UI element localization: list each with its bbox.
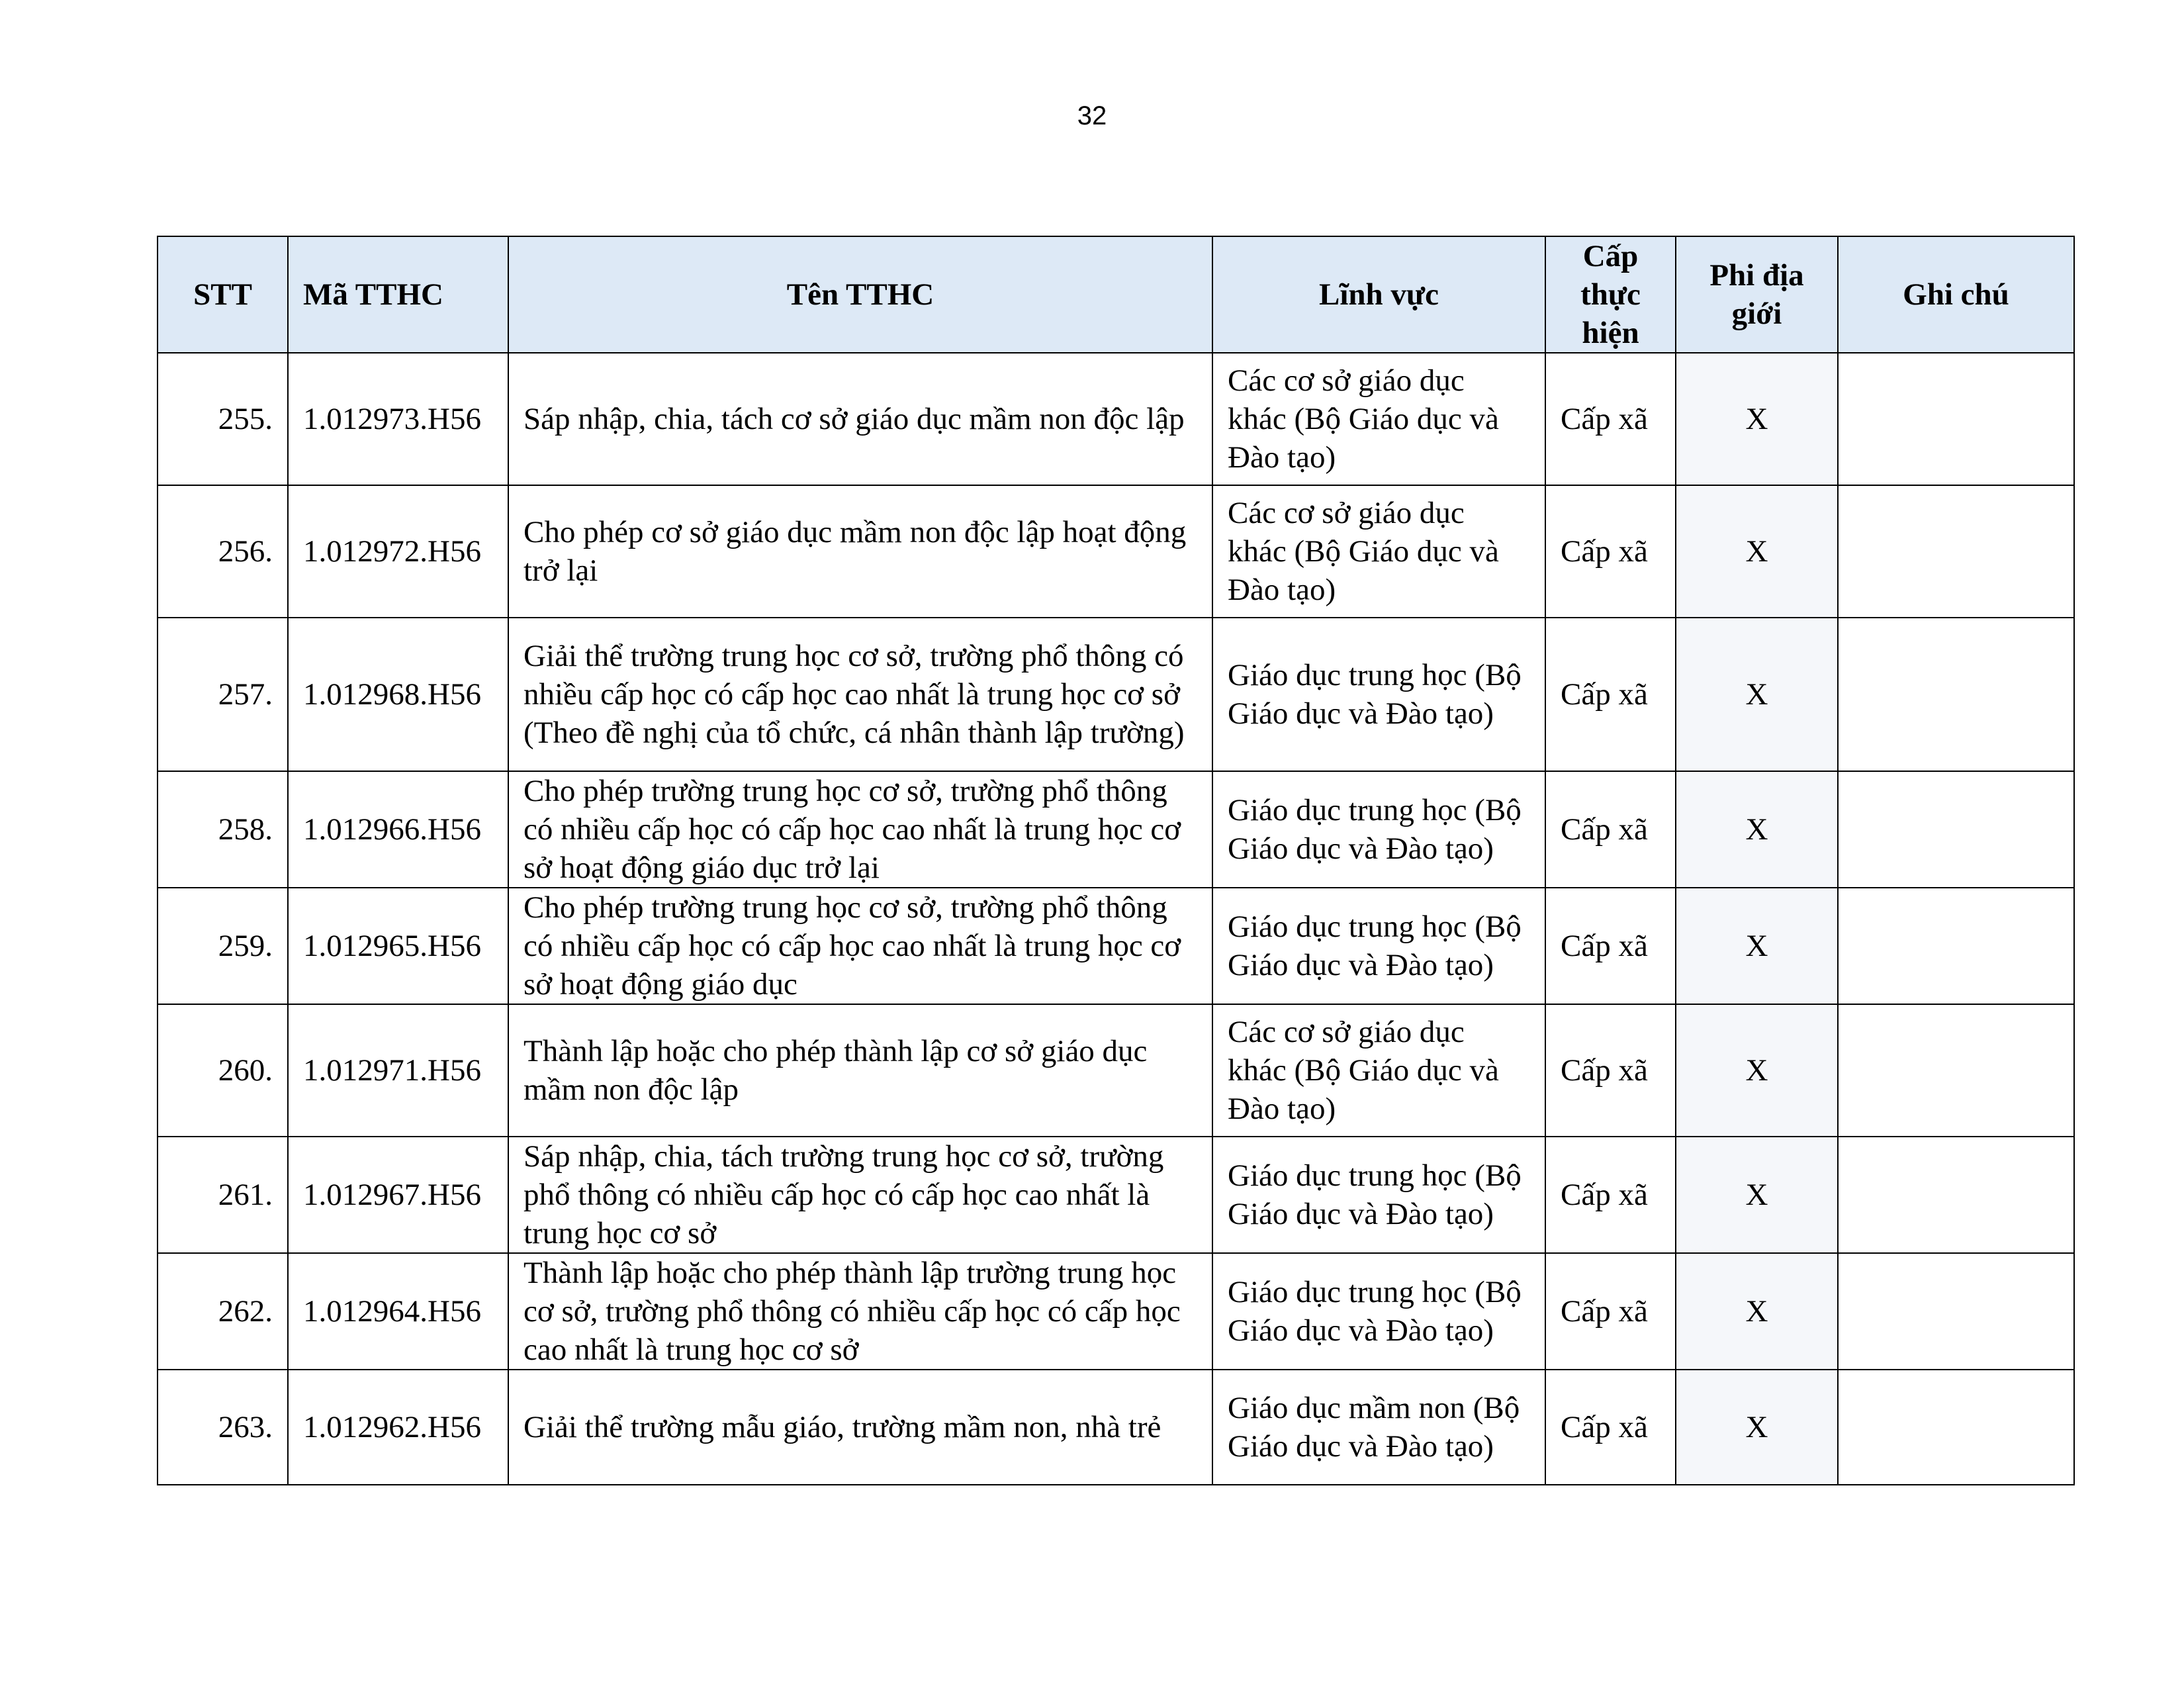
procedures-table [157,236,2075,1485]
cell-field: Các cơ sở giáo dục khác (Bộ Giáo dục và Đào tạo) [1212,353,1545,485]
table-row [158,1370,2074,1485]
cell-name: Sáp nhập, chia, tách trường trung học cơ sở, trường phổ thông có nhiều cấp học có cấp học cao nhất là trung học cơ sở [508,1137,1212,1253]
cell-name: Cho phép cơ sở giáo dục mầm non độc lập hoạt động trở lại [508,485,1212,618]
cell-note [1838,353,2074,485]
cell-phi-dia-gioi: X [1676,485,1838,618]
cell-phi-dia-gioi: X [1676,618,1838,771]
page-number: 32 [1077,101,1107,130]
cell-field: Giáo dục trung học (Bộ Giáo dục và Đào tạo) [1212,1137,1545,1253]
cell-code: 1.012967.H56 [288,1137,508,1253]
cell-level: Cấp xã [1545,1004,1676,1137]
cell-field: Giáo dục trung học (Bộ Giáo dục và Đào tạo) [1212,618,1545,771]
cell-note [1838,1370,2074,1485]
cell-note [1838,771,2074,888]
cell-code: 1.012962.H56 [288,1370,508,1485]
cell-field: Các cơ sở giáo dục khác (Bộ Giáo dục và Đào tạo) [1212,1004,1545,1137]
table-row [158,353,2074,485]
cell-phi-dia-gioi: X [1676,888,1838,1004]
table-row [158,1137,2074,1253]
table-row [158,771,2074,888]
header-phi-dia-gioi: Phi địa giới [1676,236,1838,353]
cell-stt: 258. [158,771,288,888]
cell-level: Cấp xã [1545,1137,1676,1253]
cell-field: Giáo dục trung học (Bộ Giáo dục và Đào tạo) [1212,888,1545,1004]
cell-code: 1.012965.H56 [288,888,508,1004]
cell-code: 1.012971.H56 [288,1004,508,1137]
cell-note [1838,618,2074,771]
cell-field: Giáo dục trung học (Bộ Giáo dục và Đào tạo) [1212,1253,1545,1370]
cell-code: 1.012964.H56 [288,1253,508,1370]
header-level: Cấp thực hiện [1545,236,1676,353]
cell-phi-dia-gioi: X [1676,1137,1838,1253]
cell-field: Giáo dục trung học (Bộ Giáo dục và Đào tạo) [1212,771,1545,888]
cell-stt: 261. [158,1137,288,1253]
table-header-row [158,236,2074,353]
header-stt: STT [158,236,288,353]
cell-level: Cấp xã [1545,1370,1676,1485]
header-field: Lĩnh vực [1212,236,1545,353]
header-code: Mã TTHC [288,236,508,353]
cell-name: Thành lập hoặc cho phép thành lập trường trung học cơ sở, trường phổ thông có nhiều cấp học có cấp học cao nhất là trung học cơ sở [508,1253,1212,1370]
cell-name: Giải thể trường mẫu giáo, trường mầm non, nhà trẻ [508,1370,1212,1485]
cell-name: Cho phép trường trung học cơ sở, trường phổ thông có nhiều cấp học có cấp học cao nhất là trung học cơ sở hoạt động giáo dục trở lại [508,771,1212,888]
cell-phi-dia-gioi: X [1676,1253,1838,1370]
cell-level: Cấp xã [1545,353,1676,485]
header-note: Ghi chú [1838,236,2074,353]
cell-code: 1.012966.H56 [288,771,508,888]
cell-code: 1.012968.H56 [288,618,508,771]
cell-level: Cấp xã [1545,1253,1676,1370]
cell-stt: 262. [158,1253,288,1370]
table-row [158,485,2074,618]
cell-phi-dia-gioi: X [1676,1004,1838,1137]
cell-code: 1.012972.H56 [288,485,508,618]
cell-field: Các cơ sở giáo dục khác (Bộ Giáo dục và Đào tạo) [1212,485,1545,618]
cell-note [1838,888,2074,1004]
cell-note [1838,485,2074,618]
cell-field: Giáo dục mầm non (Bộ Giáo dục và Đào tạo) [1212,1370,1545,1485]
table-row [158,618,2074,771]
cell-name: Thành lập hoặc cho phép thành lập cơ sở giáo dục mầm non độc lập [508,1004,1212,1137]
cell-stt: 260. [158,1004,288,1137]
cell-name: Sáp nhập, chia, tách cơ sở giáo dục mầm non độc lập [508,353,1212,485]
cell-note [1838,1253,2074,1370]
cell-phi-dia-gioi: X [1676,353,1838,485]
cell-name: Giải thể trường trung học cơ sở, trường phổ thông có nhiều cấp học có cấp học cao nhất là trung học cơ sở (Theo đề nghị của tổ chức, cá nhân thành lập trường) [508,618,1212,771]
cell-level: Cấp xã [1545,771,1676,888]
cell-note [1838,1004,2074,1137]
table-row [158,888,2074,1004]
cell-level: Cấp xã [1545,888,1676,1004]
cell-code: 1.012973.H56 [288,353,508,485]
cell-stt: 256. [158,485,288,618]
cell-phi-dia-gioi: X [1676,771,1838,888]
cell-phi-dia-gioi: X [1676,1370,1838,1485]
cell-name: Cho phép trường trung học cơ sở, trường phổ thông có nhiều cấp học có cấp học cao nhất là trung học cơ sở hoạt động giáo dục [508,888,1212,1004]
header-name: Tên TTHC [508,236,1212,353]
table-row [158,1253,2074,1370]
cell-level: Cấp xã [1545,485,1676,618]
cell-stt: 259. [158,888,288,1004]
cell-note [1838,1137,2074,1253]
cell-level: Cấp xã [1545,618,1676,771]
cell-stt: 263. [158,1370,288,1485]
table-row [158,1004,2074,1137]
cell-stt: 257. [158,618,288,771]
cell-stt: 255. [158,353,288,485]
